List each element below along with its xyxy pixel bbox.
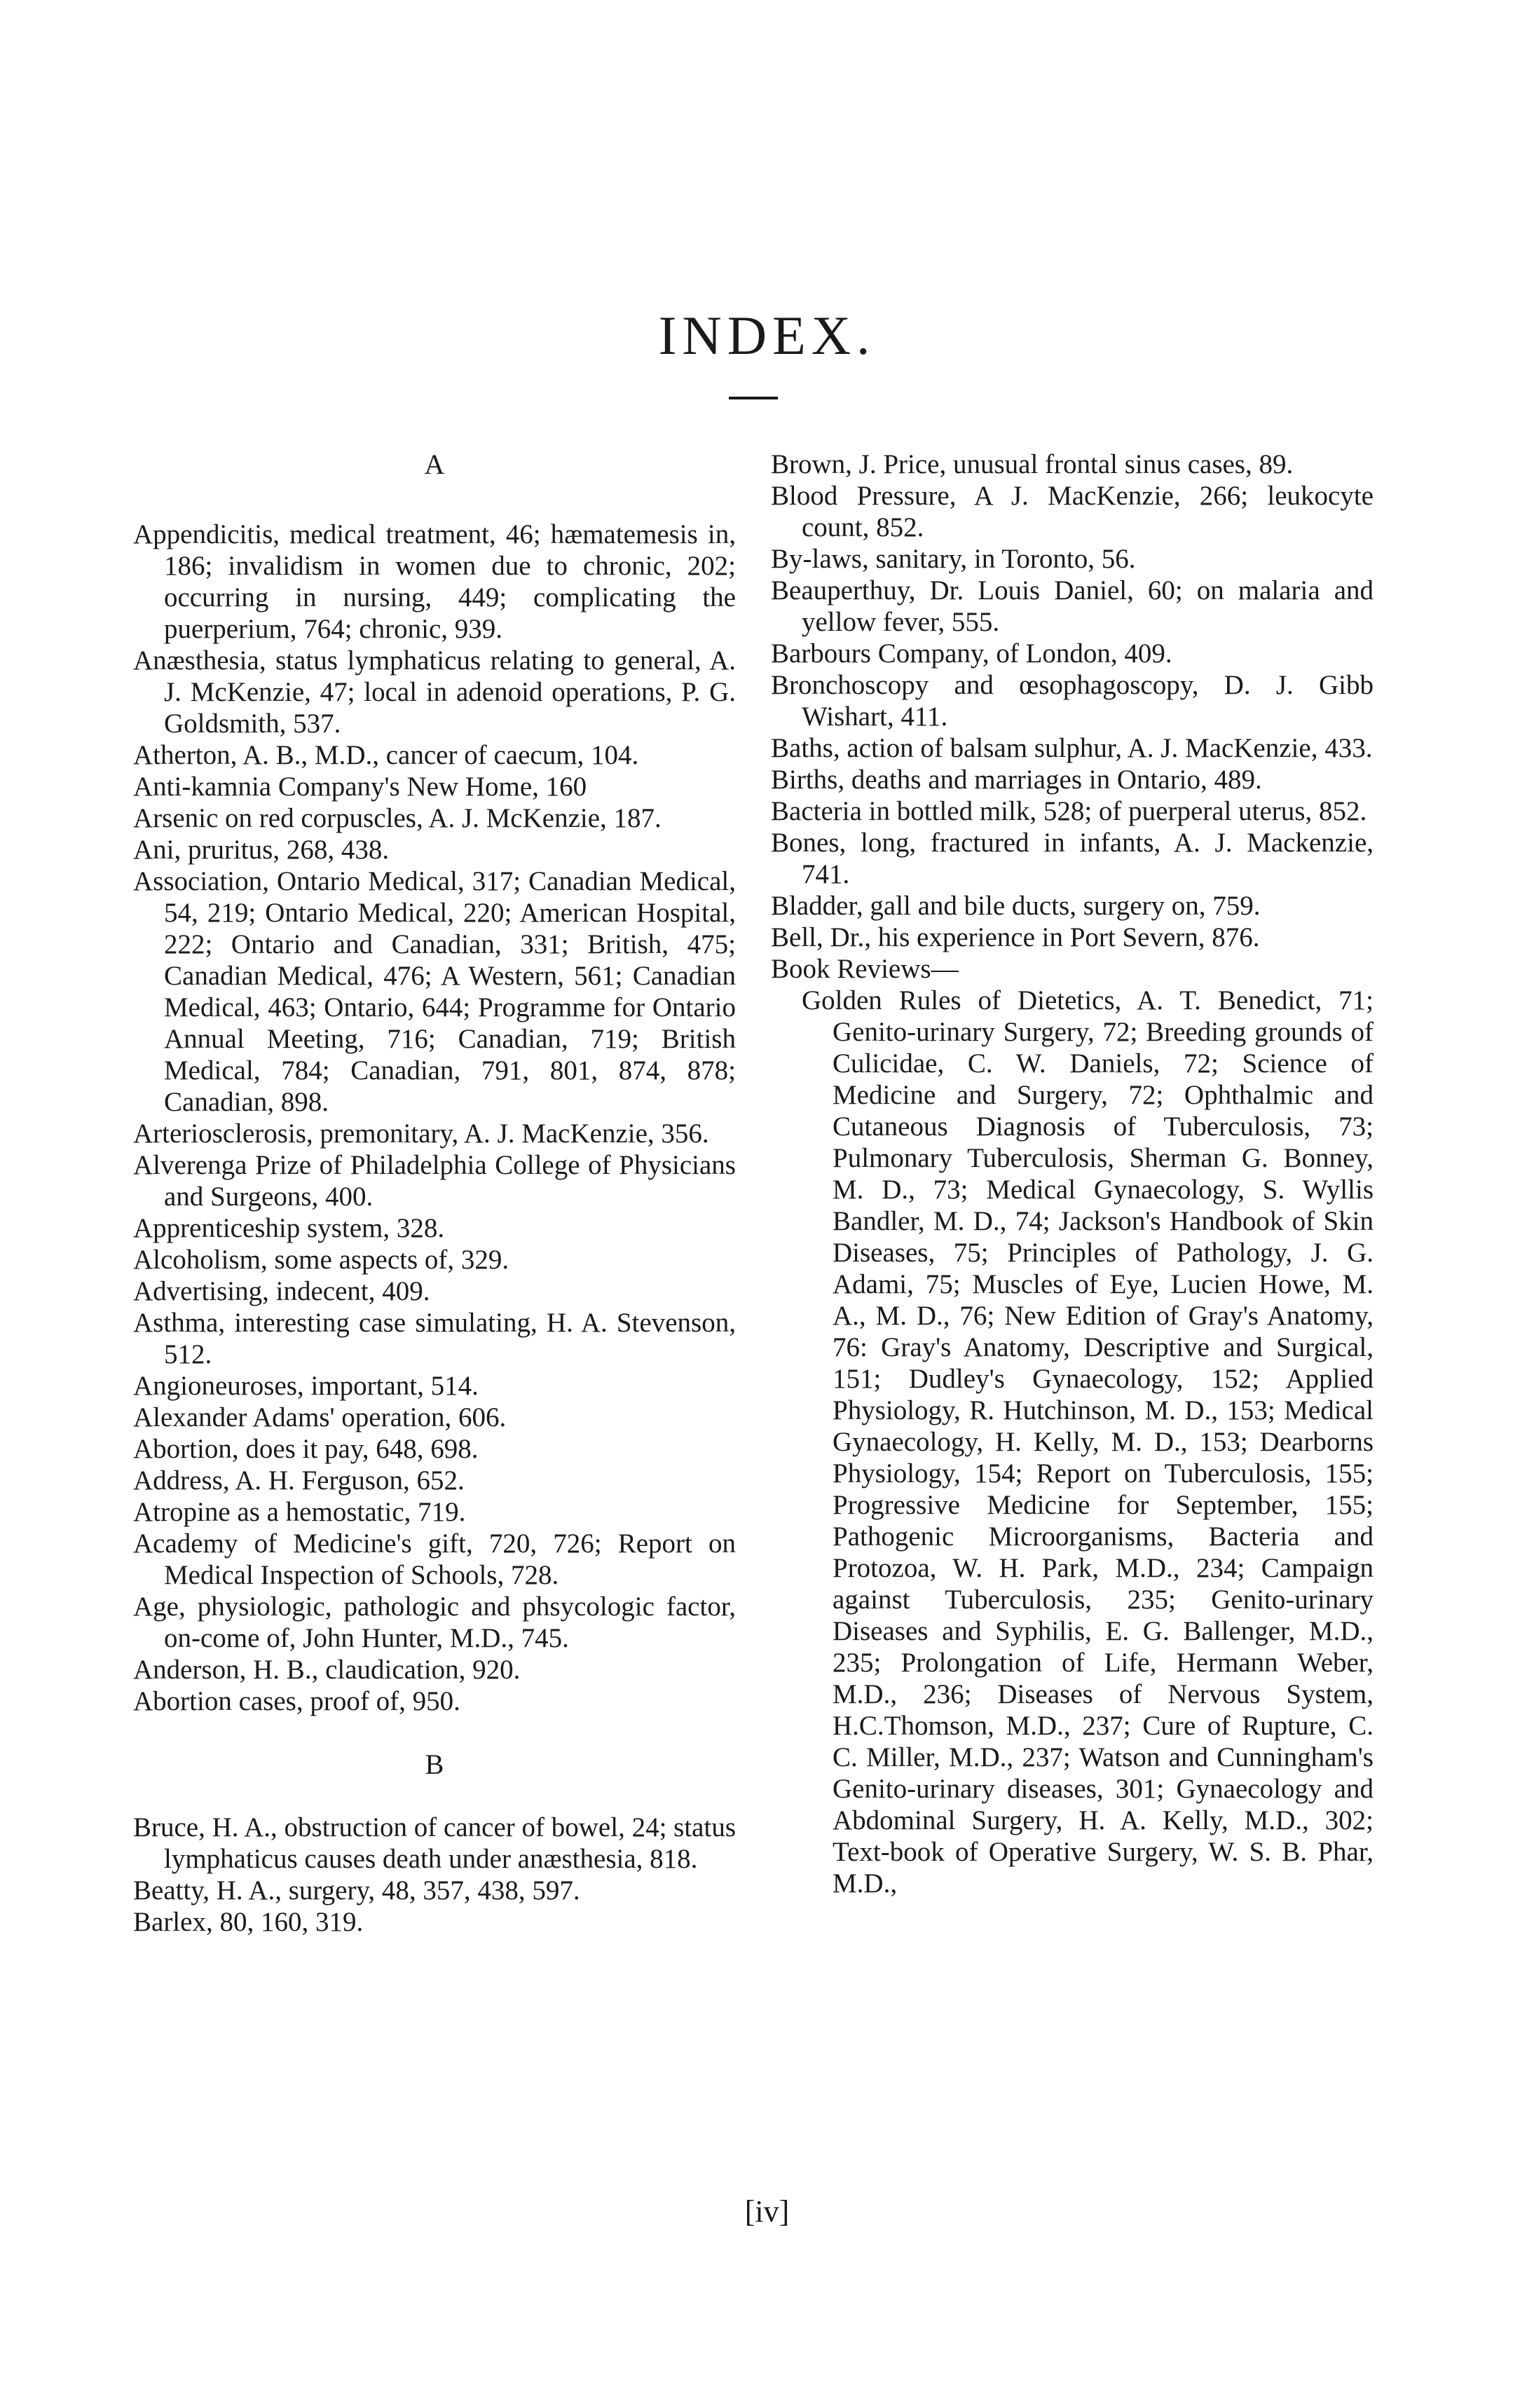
index-entry: Bones, long, fractured in infants, A. J. Mackenzie, 741. <box>771 828 1374 889</box>
book-reviews-entry: Golden Rules of Dietetics, A. T. Benedict, 71; Genito-urinary Surgery, 72; Breeding grounds of Culicidae, C. W. Daniels, 72; Science of Medicine and Surgery, 72; Ophthalmic and Cutaneous Diagnosis of Tuberculosis, 73; Pulmonary Tuberculosis, Sherman G. Bonney, M. D., 73; Medical Gynaecology, S. Wyllis Bandler, M. D., 74; Jackson's Handbook of Skin Diseases, 75; Principles of Pathology, J. G. Adami, 75; Muscles of Eye, Lucien Howe, M. A., M. D., 76; New Edition of Gray's Anatomy, 76: Gray's Anatomy, Descriptive and Surgical, 151; Dudley's Gynaecology, 152; Applied Physiology, R. Hutchinson, M. D., 153; Medical Gynaecology, H. Kelly, M. D., 153; Dearborns Physiology, 154; Report on Tuberculosis, 155; Progressive Medicine for September, 155; Pathogenic Microorganisms, Bacteria and Protozoa, W. H. Park, M.D., 234; Campaign against Tuberculosis, 235; Genito-urinary Diseases and Syphilis, E. G. Ballenger, M.D., 235; Prolongation of Life, Hermann Weber, M.D., 236; Diseases of Nervous System, H.C.Thomson, M.D., 237; Cure of Rupture, C. C. Miller, M.D., 237; Watson and Cunningham's Genito-urinary diseases, 301; Gynaecology and Abdominal Surgery, H. A. Kelly, M.D., 302; Text-book of Operative Surgery, W. S. B. Phar, M.D., <box>802 985 1374 1899</box>
index-entry: Bronchoscopy and œsophagoscopy, D. J. Gibb Wishart, 411. <box>771 670 1374 732</box>
index-entry: Arteriosclerosis, premonitary, A. J. MacKenzie, 356. <box>133 1119 709 1149</box>
index-entry: Anti-kamnia Company's New Home, 160 <box>133 772 587 802</box>
index-entry: Bladder, gall and bile ducts, surgery on, 759. <box>771 891 1261 921</box>
index-entry: Atherton, A. B., M.D., cancer of caecum, 104. <box>133 740 639 770</box>
index-entry: By-laws, sanitary, in Toronto, 56. <box>771 544 1136 574</box>
entries-b-list <box>133 1812 736 1938</box>
index-entry: Barlex, 80, 160, 319. <box>133 1907 364 1937</box>
index-entry: Baths, action of balsam sulphur, A. J. MacKenzie, 433. <box>771 733 1373 763</box>
index-entry: Asthma, interesting case simulating, H. A. Stevenson, 512. <box>133 1308 736 1369</box>
index-entry: Book Reviews— <box>771 954 959 984</box>
index-entry: Appendicitis, medical treatment, 46; hæmatemesis in, 186; invalidism in women due to chronic, 202; occurring in nursing, 449; complicating the puerperium, 764; chronic, 939. <box>133 519 736 644</box>
index-entry: Alverenga Prize of Philadelphia College of Physicians and Surgeons, 400. <box>133 1150 736 1212</box>
section-heading-a: A <box>424 449 445 480</box>
index-entry: Atropine as a hemostatic, 719. <box>133 1497 466 1527</box>
index-entry: Brown, J. Price, unusual frontal sinus cases, 89. <box>771 449 1294 479</box>
index-entry: Bruce, H. A., obstruction of cancer of bowel, 24; status lymphaticus causes death under anæsthesia, 818. <box>133 1812 736 1874</box>
index-entry: Anderson, H. B., claudication, 920. <box>133 1655 521 1685</box>
index-entry: Births, deaths and marriages in Ontario, 489. <box>771 765 1262 795</box>
index-entry: Beatty, H. A., surgery, 48, 357, 438, 597. <box>133 1875 580 1906</box>
index-entry: Alexander Adams' operation, 606. <box>133 1402 507 1432</box>
index-entry: Academy of Medicine's gift, 720, 726; Report on Medical Inspection of Schools, 728. <box>133 1528 736 1590</box>
index-entry: Abortion, does it pay, 648, 698. <box>133 1434 479 1464</box>
page-number: [iv] <box>744 2194 790 2229</box>
index-entry: Bell, Dr., his experience in Port Severn, 876. <box>771 922 1260 952</box>
index-entry: Apprenticeship system, 328. <box>133 1213 445 1243</box>
index-entry: Barbours Company, of London, 409. <box>771 638 1172 669</box>
index-entry: Bacteria in bottled milk, 528; of puerperal uterus, 852. <box>771 796 1367 826</box>
right-column <box>771 449 1374 1899</box>
index-entry: Alcoholism, some aspects of, 329. <box>133 1245 509 1275</box>
index-entry: Address, A. H. Ferguson, 652. <box>133 1465 465 1496</box>
left-column <box>133 449 736 1938</box>
index-entry: Arsenic on red corpuscles, A. J. McKenzie, 187. <box>133 803 662 833</box>
page-title: INDEX. <box>658 305 876 367</box>
index-entry: Angioneuroses, important, 514. <box>133 1371 479 1401</box>
index-entry: Abortion cases, proof of, 950. <box>133 1686 460 1716</box>
entries-right-list <box>771 449 1374 985</box>
index-entry: Blood Pressure, A J. MacKenzie, 266; leukocyte count, 852. <box>771 481 1374 542</box>
index-entry: Association, Ontario Medical, 317; Canadian Medical, 54, 219; Ontario Medical, 220; American Hospital, 222; Ontario and Canadian, 331; British, 475; Canadian Medical, 476; A Western, 561; Canadian Medical, 463; Ontario, 644; Programme for Ontario Annual Meeting, 716; Canadian, 719; British Medical, 784; Canadian, 791, 801, 874, 878; Canadian, 898. <box>133 866 736 1117</box>
section-heading-b: B <box>425 1749 444 1780</box>
index-entry: Advertising, indecent, 409. <box>133 1276 430 1306</box>
index-entry: Beauperthuy, Dr. Louis Daniel, 60; on malaria and yellow fever, 555. <box>771 575 1374 637</box>
entries-a-list <box>133 519 736 1717</box>
index-entry: Ani, pruritus, 268, 438. <box>133 835 390 865</box>
index-entry: Age, physiologic, pathologic and phsycologic factor, on-come of, John Hunter, M.D., 745. <box>133 1592 736 1653</box>
title-rule <box>729 397 778 399</box>
index-entry: Anæsthesia, status lymphaticus relating to general, A. J. McKenzie, 47; local in adenoid operations, P. G. Goldsmith, 537. <box>133 645 736 739</box>
